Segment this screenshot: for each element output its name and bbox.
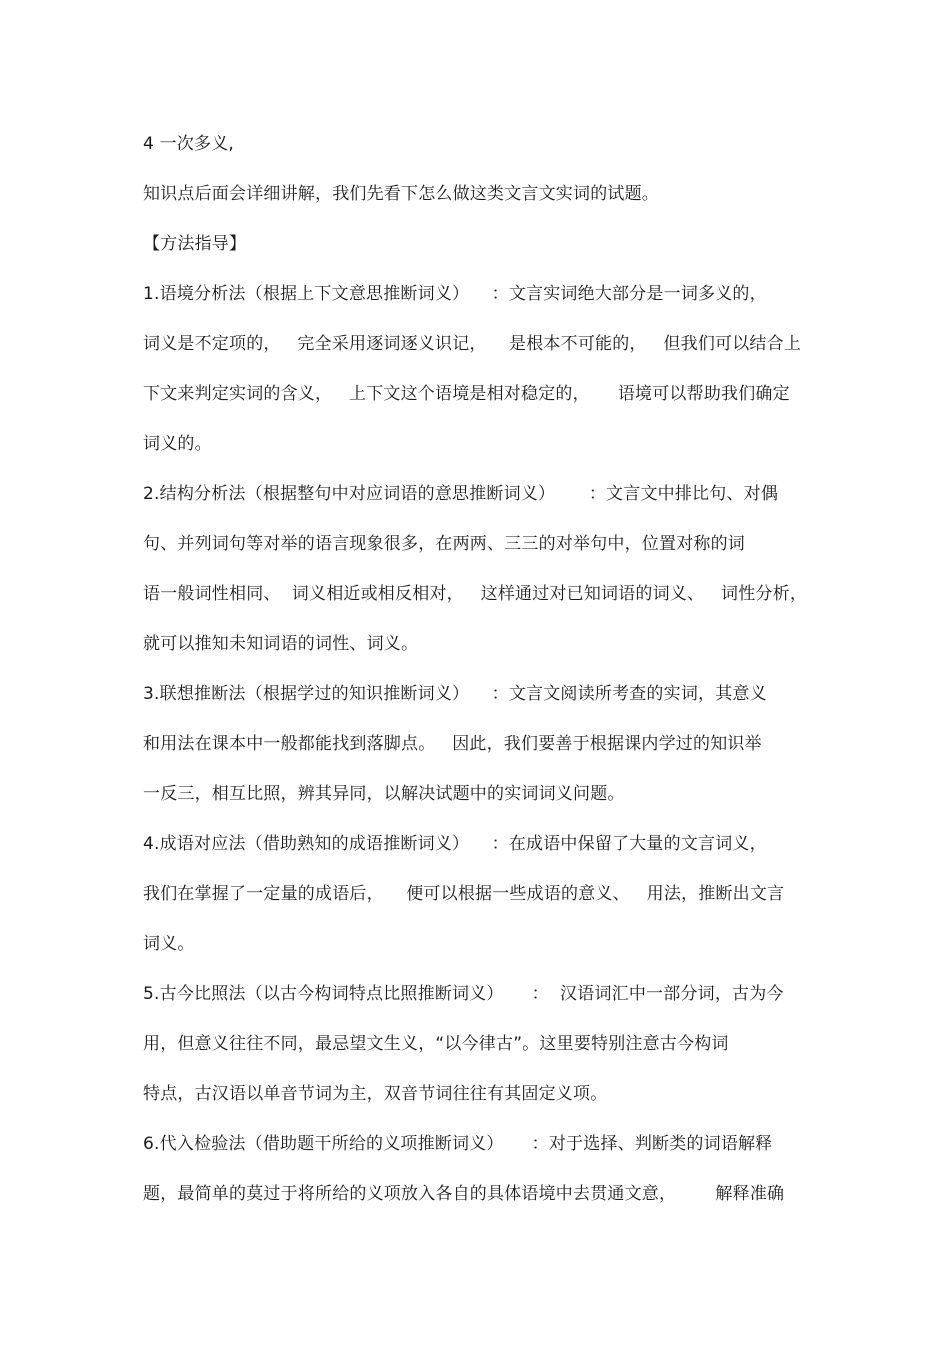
text-line: 一反三，相互比照，辨其异同，以解决试题中的实词词义问题。 xyxy=(143,784,625,804)
text-line: 用，但意义往往不同，最忌望文生义，“以今律古”。这里要特别注意古今构词 xyxy=(143,1034,729,1054)
text-line: 句、并列词句等对举的语言现象很多，在两两、三三的对举句中，位置对称的词 xyxy=(143,534,745,554)
text-line: 特点，古汉语以单音节词为主，双音节词往往有其固定义项。 xyxy=(143,1084,608,1104)
text-line: 词义是不定项的， 完全采用逐词逐义识记， 是根本不可能的， 但我们可以结合上 xyxy=(143,334,802,354)
text-line: 就可以推知未知词语的词性、词义。 xyxy=(143,634,419,654)
text-line: 5.古今比照法（以古今构词特点比照推断词义） ： 汉语词汇中一部分词，古为今 xyxy=(143,984,784,1004)
text-line: 2.结构分析法（根据整句中对应词语的意思推断词义） ：文言文中排比句、对偶 xyxy=(143,484,779,504)
text-line: 词义的。 xyxy=(143,434,212,454)
text-line: 知识点后面会详细讲解，我们先看下怎么做这类文言文实词的试题。 xyxy=(143,184,659,204)
text-line: 4.成语对应法（借助熟知的成语推断词义） ：在成语中保留了大量的文言词义， xyxy=(143,834,767,854)
text-line: 3.联想推断法（根据学过的知识推断词义） ：文言文阅读所考查的实词，其意义 xyxy=(143,684,767,704)
section-heading: 【方法指导】 xyxy=(143,234,247,254)
text-line: 和用法在课本中一般都能找到落脚点。 因此，我们要善于根据课内学过的知识举 xyxy=(143,734,762,754)
text-line: 下文来判定实词的含义， 上下文这个语境是相对稳定的， 语境可以帮助我们确定 xyxy=(143,384,790,404)
text-line: 6.代入检验法（借助题干所给的义项推断词义） ：对于选择、判断类的词语解释 xyxy=(143,1134,773,1154)
text-line: 我们在掌握了一定量的成语后， 便可以根据一些成语的意义、 用法，推断出文言 xyxy=(143,884,785,904)
text-line: 题，最简单的莫过于将所给的义项放入各自的具体语境中去贯通文意， 解释准确 xyxy=(143,1184,785,1204)
text-line: 词义。 xyxy=(143,934,195,954)
text-line: 语一般词性相同、 词义相近或相反相对， 这样通过对已知词语的词义、 词性分析， xyxy=(143,584,808,604)
text-line: 1.语境分析法（根据上下文意思推断词义） ：文言实词绝大部分是一词多义的， xyxy=(143,284,767,304)
text-line: 4 一次多义, xyxy=(143,134,235,154)
